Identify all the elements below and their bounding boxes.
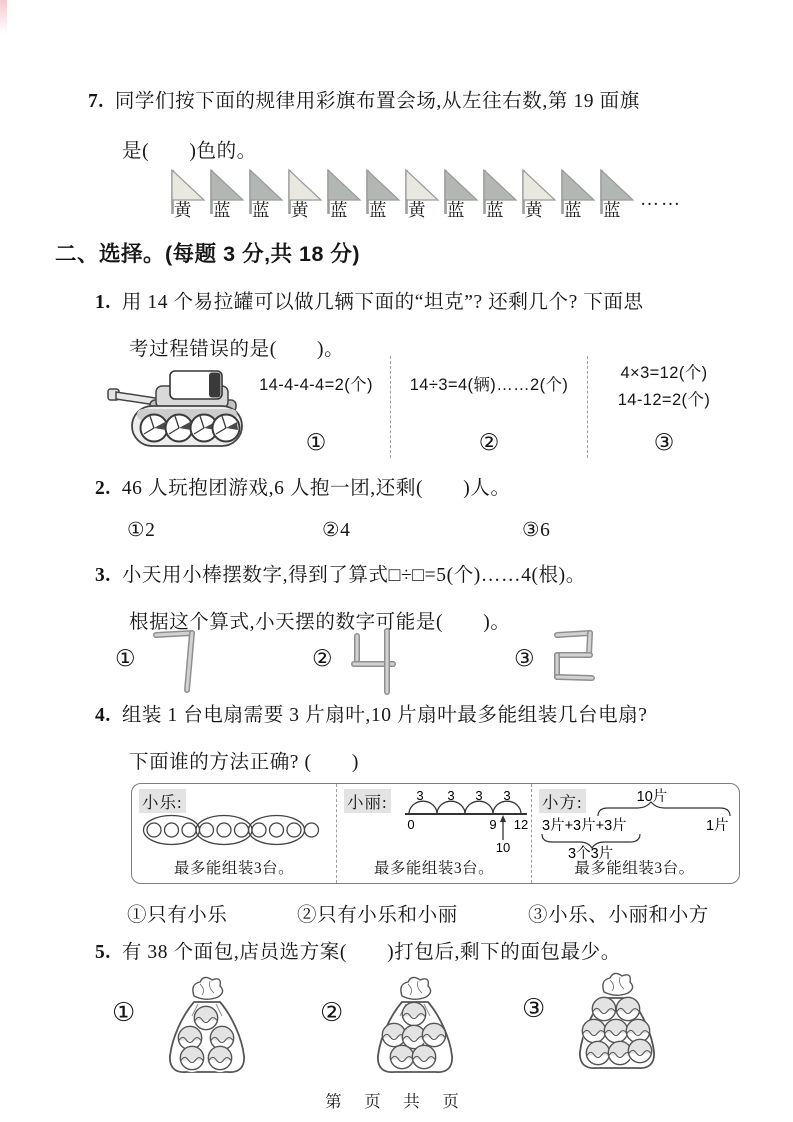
- question-5-number: 5.: [95, 942, 111, 963]
- question-4-line1: [95, 699, 648, 727]
- q1-option-3-formula2: 14-12=2(个): [617, 391, 711, 410]
- q3-option-1: [115, 624, 208, 698]
- flag: [597, 167, 636, 229]
- flag-color-label: 蓝: [213, 200, 231, 220]
- flag: [285, 167, 324, 229]
- flag-color-label: 蓝: [369, 200, 387, 220]
- question-3-number: 3.: [95, 565, 111, 586]
- xiaole-diagram: [140, 810, 332, 850]
- question-1-options: [242, 356, 740, 458]
- q1-option-1-formula: 14-4-4-4=2(个): [259, 376, 373, 394]
- flag: [168, 167, 207, 229]
- q3-option-2: [312, 624, 405, 698]
- question-4-number: 4.: [95, 705, 111, 726]
- xiaofang-row: 3片+3片+3片: [542, 818, 627, 834]
- arc-label-2: 3: [447, 788, 455, 803]
- flag: [207, 167, 246, 229]
- bag-1-label: ①: [112, 998, 136, 1028]
- q1-option-2-formula: 14÷3=4(辆)……2(个): [409, 376, 569, 394]
- flag-color-label: 黄: [174, 200, 192, 220]
- q1-option-3-label: ③: [653, 430, 675, 456]
- question-4-text1: 组装 1 台电扇需要 3 片扇叶,10 片扇叶最多能组装几台电扇?: [121, 705, 648, 726]
- tank-illustration: [106, 362, 244, 452]
- question-2-text1: 46 人玩抱团游戏,6 人抱一团,还剩( )人。: [121, 478, 511, 499]
- page-footer: 第 页 共 页: [325, 1093, 468, 1111]
- flag-row: [168, 167, 682, 229]
- xiaoli-conclusion: 最多能组装3台。: [373, 860, 495, 877]
- q2-option-2: ②4: [322, 520, 351, 541]
- q1-option-2: [390, 356, 587, 458]
- numberline-9: 9: [489, 817, 497, 832]
- q4-option-3: ③小乐、小丽和小方: [528, 905, 709, 926]
- bread-bag-1: [142, 972, 272, 1078]
- xiaofang-right: 1片: [706, 818, 729, 834]
- q3-option-2-label: ②: [312, 646, 333, 672]
- q3-option-3-label: ③: [514, 646, 535, 672]
- xiaoli-diagram: [403, 788, 529, 858]
- bag-2-label: ②: [320, 998, 344, 1028]
- flag: [480, 167, 519, 229]
- question-2-number: 2.: [95, 478, 111, 499]
- numberline-0: 0: [407, 817, 415, 832]
- q1-option-1: [242, 356, 390, 458]
- question-5-line1: [95, 936, 621, 964]
- arc-label-1: 3: [416, 788, 424, 803]
- flag: [246, 167, 285, 229]
- flag: [441, 167, 480, 229]
- q3-option-3: [514, 624, 607, 698]
- xiaole-conclusion: 最多能组装3台。: [173, 860, 295, 877]
- flags: [168, 167, 636, 229]
- q1-option-1-label: ①: [305, 430, 327, 456]
- question-7-line2: 是( )色的。: [122, 141, 257, 162]
- question-1-line1: [95, 286, 644, 314]
- flag-color-label: 黄: [525, 200, 543, 220]
- method-xiaofang: [531, 784, 737, 883]
- numberline-10: 10: [495, 840, 511, 855]
- xiaofang-diagram: [534, 786, 736, 860]
- xiaofang-under: 3个3片: [568, 846, 614, 860]
- question-3-text1: 小天用小棒摆数字,得到了算式□÷□=5(个)……4(根)。: [121, 565, 586, 586]
- xiaoli-name: 小丽:: [344, 789, 391, 813]
- flag: [558, 167, 597, 229]
- flag-color-label: 蓝: [330, 200, 348, 220]
- numberline-arrow: [500, 815, 506, 822]
- flag-color-label: 蓝: [603, 200, 621, 220]
- flag-color-label: 蓝: [486, 200, 504, 220]
- q1-option-3: [587, 356, 740, 458]
- question-7-text1: 同学们按下面的规律用彩旗布置会场,从左往右数,第 19 面旗: [114, 91, 640, 112]
- question-1-text1: 用 14 个易拉罐可以做几辆下面的“坦克”? 还剩几个? 下面思: [121, 292, 644, 313]
- q4-option-1: ①只有小乐: [127, 905, 228, 926]
- question-1-number: 1.: [95, 292, 111, 313]
- q1-option-3-formula1: 4×3=12(个): [620, 364, 708, 382]
- q2-option-1: ①2: [127, 520, 156, 541]
- xiaofang-conclusion: 最多能组装3台。: [574, 860, 695, 877]
- q2-option-3: ③6: [522, 520, 551, 541]
- method-xiaole: [132, 784, 336, 883]
- bag-3-label: ③: [522, 994, 546, 1024]
- flag-color-label: 蓝: [564, 200, 582, 220]
- bread-bag-2: [350, 972, 480, 1078]
- flag-color-label: 蓝: [447, 200, 465, 220]
- q1-option-2-label: ②: [478, 430, 500, 456]
- section-2-title: 二、选择。(每题 3 分,共 18 分): [55, 242, 361, 266]
- flag: [519, 167, 558, 229]
- question-5-text1: 有 38 个面包,店员选方案( )打包后,剩下的面包最少。: [121, 942, 621, 963]
- methods-box: [131, 783, 740, 884]
- flag-color-label: 蓝: [252, 200, 270, 220]
- q3-option-1-label: ①: [115, 646, 136, 672]
- question-2-line1: [95, 472, 511, 500]
- question-1-line2: 考过程错误的是( )。: [129, 339, 345, 360]
- scan-corner-mark: [0, 0, 7, 34]
- flag-color-label: 黄: [291, 200, 309, 220]
- xiaofang-total: 10片: [636, 789, 668, 805]
- bread-bag-3: [552, 968, 682, 1074]
- xiaole-name: 小乐:: [139, 789, 186, 813]
- numberline-12: 12: [513, 817, 529, 832]
- flag-color-label: 黄: [408, 200, 426, 220]
- flag: [402, 167, 441, 229]
- flag: [324, 167, 363, 229]
- flags-ellipsis: ……: [640, 189, 682, 210]
- stick-digit-7: [144, 624, 208, 698]
- flag: [363, 167, 402, 229]
- q4-option-2: ②只有小乐和小丽: [297, 905, 458, 926]
- xiaofang-name: 小方:: [539, 789, 586, 813]
- question-7-line1: [88, 85, 640, 113]
- arc-label-3: 3: [475, 788, 483, 803]
- question-7-number: 7.: [88, 91, 104, 112]
- stick-digit-2: [543, 624, 607, 698]
- question-3-line1: [95, 559, 586, 587]
- question-4-line2: 下面谁的方法正确? ( ): [129, 752, 359, 773]
- question-3-line2: 根据这个算式,小天摆的数字可能是( )。: [129, 612, 511, 633]
- stick-digit-4: [341, 624, 405, 698]
- arc-label-4: 3: [503, 788, 511, 803]
- method-xiaoli: [336, 784, 531, 883]
